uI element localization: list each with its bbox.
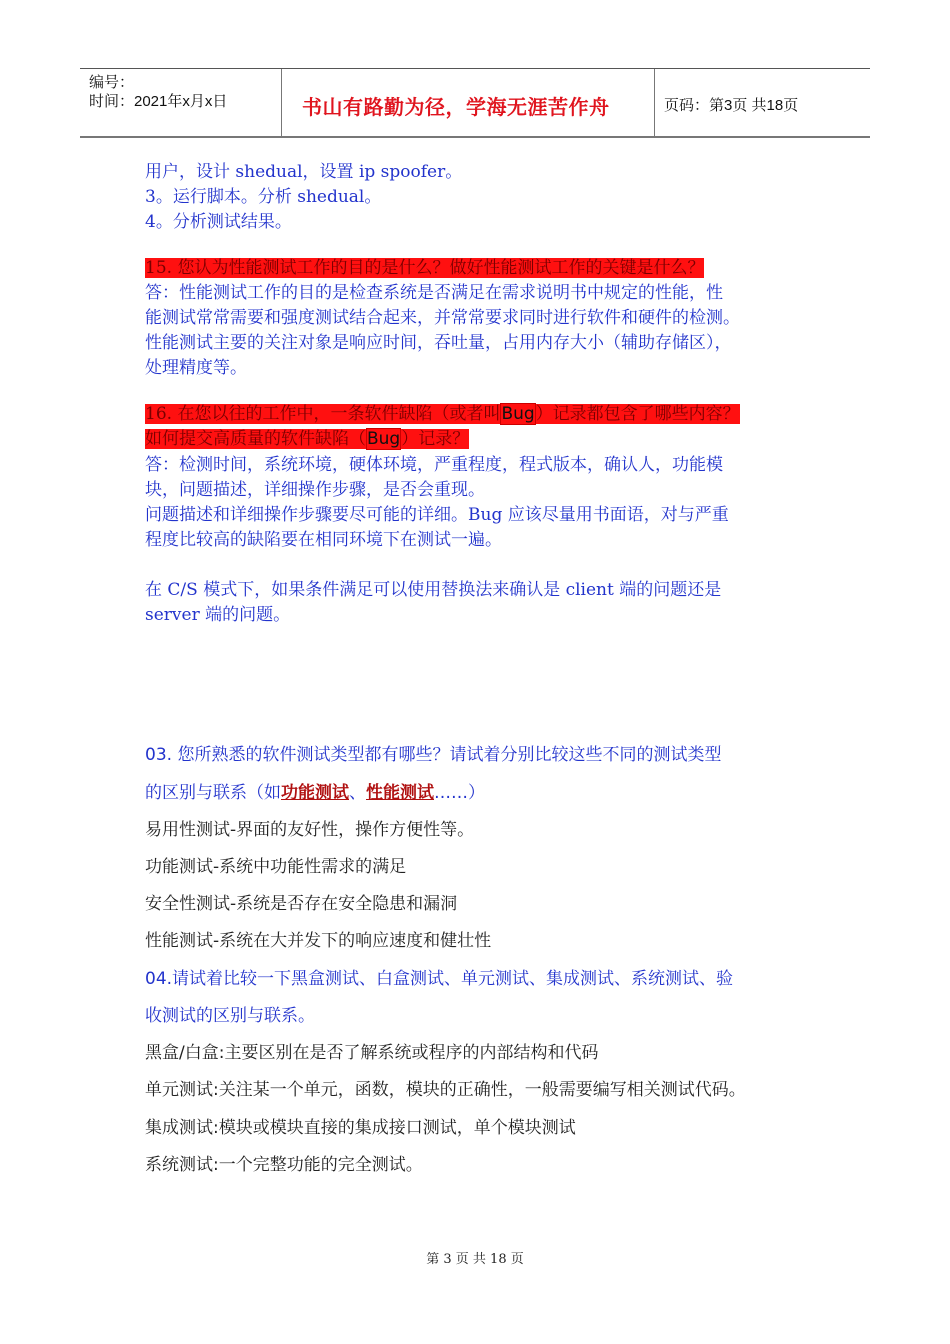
question-text: 16. 在您以往的工作中，一条软件缺陷（或者叫 [145,404,501,424]
answer-line: 块，问题描述，详细操作步骤，是否会重现。 [145,480,485,500]
question-15 [145,257,704,279]
text-line: 用户，设计 shedual，设置 ip spoofer。 [145,162,463,182]
answer-line: 性能测试主要的关注对象是响应时间，吞吐量，占用内存大小（辅助存储区）， [145,333,732,353]
doc-number-label: 编号： [89,74,135,91]
question-04-cont: 收测试的区别与联系。 [145,1006,315,1026]
link-functional-testing[interactable]: 功能测试 [281,783,349,803]
header-motto: 书山有路勤为径，学海无涯苦作舟 [302,95,610,119]
answer-line: 黑盒/白盒:主要区别在是否了解系统或程序的内部结构和代码 [145,1043,599,1063]
bug-term: Bug [367,429,401,449]
page-number-label: 页码：第3页 共18页 [664,97,799,114]
test-type-line: 功能测试-系统中功能性需求的满足 [145,857,407,877]
question-text: ）记录？ [401,429,470,449]
question-03-cont [145,782,485,804]
question-16-cont [145,428,469,450]
page-footer: 第 3 页 共 18 页 [426,1252,524,1267]
answer-line: 系统测试:一个完整功能的完全测试。 [145,1155,423,1175]
link-performance-testing[interactable]: 性能测试 [366,783,434,803]
answer-line: 单元测试:关注某一个单元，函数，模块的正确性，一般需要编写相关测试代码。 [145,1080,746,1100]
test-type-line: 性能测试-系统在大并发下的响应速度和健壮性 [145,931,492,951]
text-line: 3。运行脚本。分析 shedual。 [145,187,382,207]
text-line: 在 C/S 模式下，如果条件满足可以使用替换法来确认是 client 端的问题还是 [145,580,722,600]
question-text: 的区别与联系（如 [145,783,281,803]
question-16 [145,403,740,425]
date-label: 时间：2021年x月x日 [89,93,228,110]
question-04: 04.请试着比较一下黑盒测试、白盒测试、单元测试、集成测试、系统测试、验 [145,969,734,989]
page-header [80,68,870,138]
answer-line: 处理精度等。 [145,358,247,378]
bug-term: Bug [501,404,535,424]
divider [654,69,655,136]
answer-line: 答：性能测试工作的目的是检查系统是否满足在需求说明书中规定的性能，性 [145,283,723,303]
test-type-line: 易用性测试-界面的友好性，操作方便性等。 [145,820,475,840]
answer-line: 答：检测时间，系统环境，硬体环境，严重程度，程式版本，确认人，功能模 [145,455,723,475]
answer-line: 能测试常常需要和强度测试结合起来，并常常要求同时进行软件和硬件的检测。 [145,308,740,328]
question-text: 如何提交高质量的软件缺陷（ [145,429,366,449]
answer-line: 集成测试:模块或模块直接的集成接口测试，单个模块测试 [145,1118,576,1138]
question-text: ……） [434,783,485,803]
text-line: 4。分析测试结果。 [145,212,292,232]
answer-line: 问题描述和详细操作步骤要尽可能的详细。Bug 应该尽量用书面语，对与严重 [145,505,729,525]
question-text: 15. 您认为性能测试工作的目的是什么？做好性能测试工作的关键是什么？ [145,258,705,278]
answer-line: 程度比较高的缺陷要在相同环境下在测试一遍。 [145,530,502,550]
question-text: ）记录都包含了哪些内容？ [535,404,740,424]
test-type-line: 安全性测试-系统是否存在安全隐患和漏洞 [145,894,458,914]
divider [281,69,282,136]
text-line: server 端的问题。 [145,605,291,625]
separator: 、 [349,783,366,803]
question-03: 03. 您所熟悉的软件测试类型都有哪些？请试着分别比较这些不同的测试类型 [145,745,722,765]
